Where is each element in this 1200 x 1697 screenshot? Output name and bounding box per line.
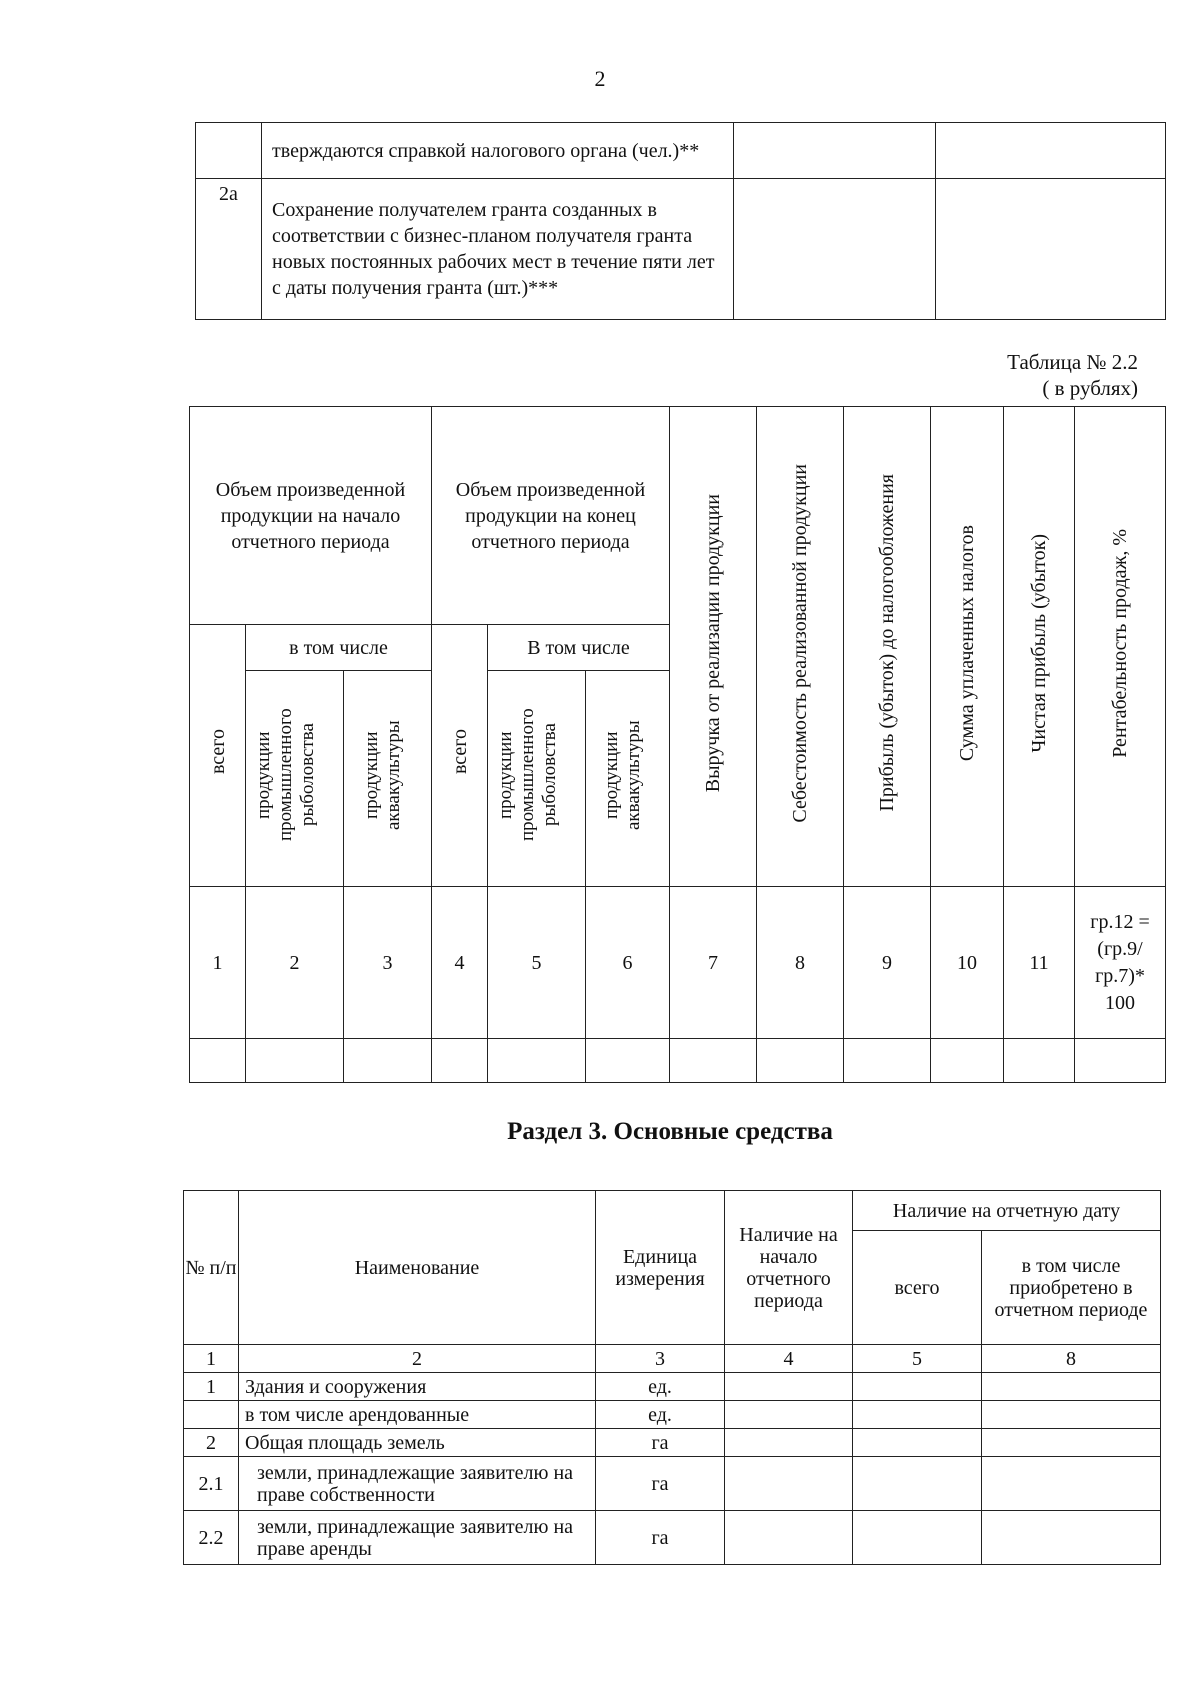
col-cost: Себестоимость реализованной продукции	[789, 463, 812, 823]
row-unit: га	[596, 1511, 725, 1565]
row-name: в том числе арендованные	[239, 1401, 596, 1429]
col-fishing-start: продукции промышленного рыболовства	[252, 708, 318, 842]
row-name: земли, принадлежащие заявителю на праве собственности	[239, 1457, 596, 1511]
value-cell	[734, 179, 936, 320]
value-cell	[936, 179, 1166, 320]
col-number: 2	[239, 1345, 596, 1373]
row-number	[196, 123, 262, 179]
page-number: 2	[594, 66, 606, 91]
indicators-table-continuation	[195, 122, 1166, 320]
col-number: 6	[586, 887, 670, 1039]
col-number: 5	[853, 1345, 982, 1373]
header-name: Наименование	[239, 1191, 596, 1345]
row-number: 2.2	[184, 1511, 239, 1565]
row-number: 1	[184, 1373, 239, 1401]
row-number: 2а	[196, 179, 262, 320]
col-aqua-end: продукции аквакультуры	[600, 720, 644, 830]
col-number: 4	[725, 1345, 853, 1373]
table-row	[184, 1401, 1161, 1429]
section-title: Раздел 3. Основные средства	[507, 1118, 833, 1145]
col-profitability: Рентабельность продаж, %	[1109, 528, 1132, 758]
group-header-start: Объем произведенной продукции на начало отчетного периода	[190, 407, 432, 625]
value-cell	[936, 123, 1166, 179]
table-row	[184, 1373, 1161, 1401]
col-revenue: Выручка от реализации продукции	[702, 493, 725, 793]
header-unit: Единица измерения	[596, 1191, 725, 1345]
row-unit: ед.	[596, 1401, 725, 1429]
row-number: 2.1	[184, 1457, 239, 1511]
sub-header-incl-start: в том числе	[246, 625, 432, 671]
table-row	[184, 1511, 1161, 1565]
col-number: 9	[844, 887, 931, 1039]
col-number: 5	[488, 887, 586, 1039]
table-row	[190, 1039, 1166, 1083]
col-number: 4	[432, 887, 488, 1039]
fixed-assets-table	[183, 1190, 1161, 1565]
table-row	[196, 179, 1166, 320]
sub-header-incl-end: В том числе	[488, 625, 670, 671]
column-number-row	[184, 1345, 1161, 1373]
column-number-row	[190, 887, 1166, 1039]
header-total: всего	[853, 1231, 982, 1345]
col-total-end: всего	[448, 729, 471, 775]
col-number: 1	[184, 1345, 239, 1373]
col-aqua-start: продукции аквакультуры	[360, 720, 404, 830]
row-text: тверждаются справкой налогового органа (чел.)**	[262, 123, 734, 179]
col-net-profit: Чистая прибыль (убыток)	[1028, 533, 1051, 753]
formula-cell: гр.12 = (гр.9/ гр.7)* 100	[1075, 887, 1166, 1039]
col-number: 8	[982, 1345, 1161, 1373]
col-fishing-end: продукции промышленного рыболовства	[494, 708, 560, 842]
table-row	[184, 1457, 1161, 1511]
value-cell	[734, 123, 936, 179]
header-start: Наличие на начало отчетного периода	[725, 1191, 853, 1345]
col-number: 3	[344, 887, 432, 1039]
row-name: земли, принадлежащие заявителю на праве аренды	[239, 1511, 596, 1565]
col-number: 7	[670, 887, 757, 1039]
row-unit: га	[596, 1457, 725, 1511]
col-number: 1	[190, 887, 246, 1039]
col-total-start: всего	[206, 729, 229, 775]
col-number: 3	[596, 1345, 725, 1373]
col-number: 2	[246, 887, 344, 1039]
table-row	[184, 1429, 1161, 1457]
table-caption-title: Таблица № 2.2	[1007, 350, 1138, 374]
group-header-end: Объем произведенной продукции на конец отчетного периода	[432, 407, 670, 625]
row-name: Здания и сооружения	[239, 1373, 596, 1401]
header-report-date: Наличие на отчетную дату	[853, 1191, 1161, 1231]
row-number: 2	[184, 1429, 239, 1457]
row-number	[184, 1401, 239, 1429]
col-taxes: Сумма уплаченных налогов	[956, 524, 979, 762]
row-unit: ед.	[596, 1373, 725, 1401]
row-name: Общая площадь земель	[239, 1429, 596, 1457]
header-acquired: в том числе приобретено в отчетном периоде	[982, 1231, 1161, 1345]
header-num: № п/п	[184, 1191, 239, 1345]
col-number: 11	[1004, 887, 1075, 1039]
col-number: 8	[757, 887, 844, 1039]
row-text: Сохранение получателем гранта созданных в соответствии с бизнес-планом получателя гранта новых постоянных рабочих мест в течение пяти лет с даты получения гранта (шт.)***	[262, 179, 734, 320]
table-caption-units: ( в рублях)	[1042, 376, 1138, 400]
row-unit: га	[596, 1429, 725, 1457]
production-table	[189, 406, 1166, 1083]
col-profit-pre-tax: Прибыль (убыток) до налогообложения	[876, 474, 899, 812]
table-row	[196, 123, 1166, 179]
col-number: 10	[931, 887, 1004, 1039]
